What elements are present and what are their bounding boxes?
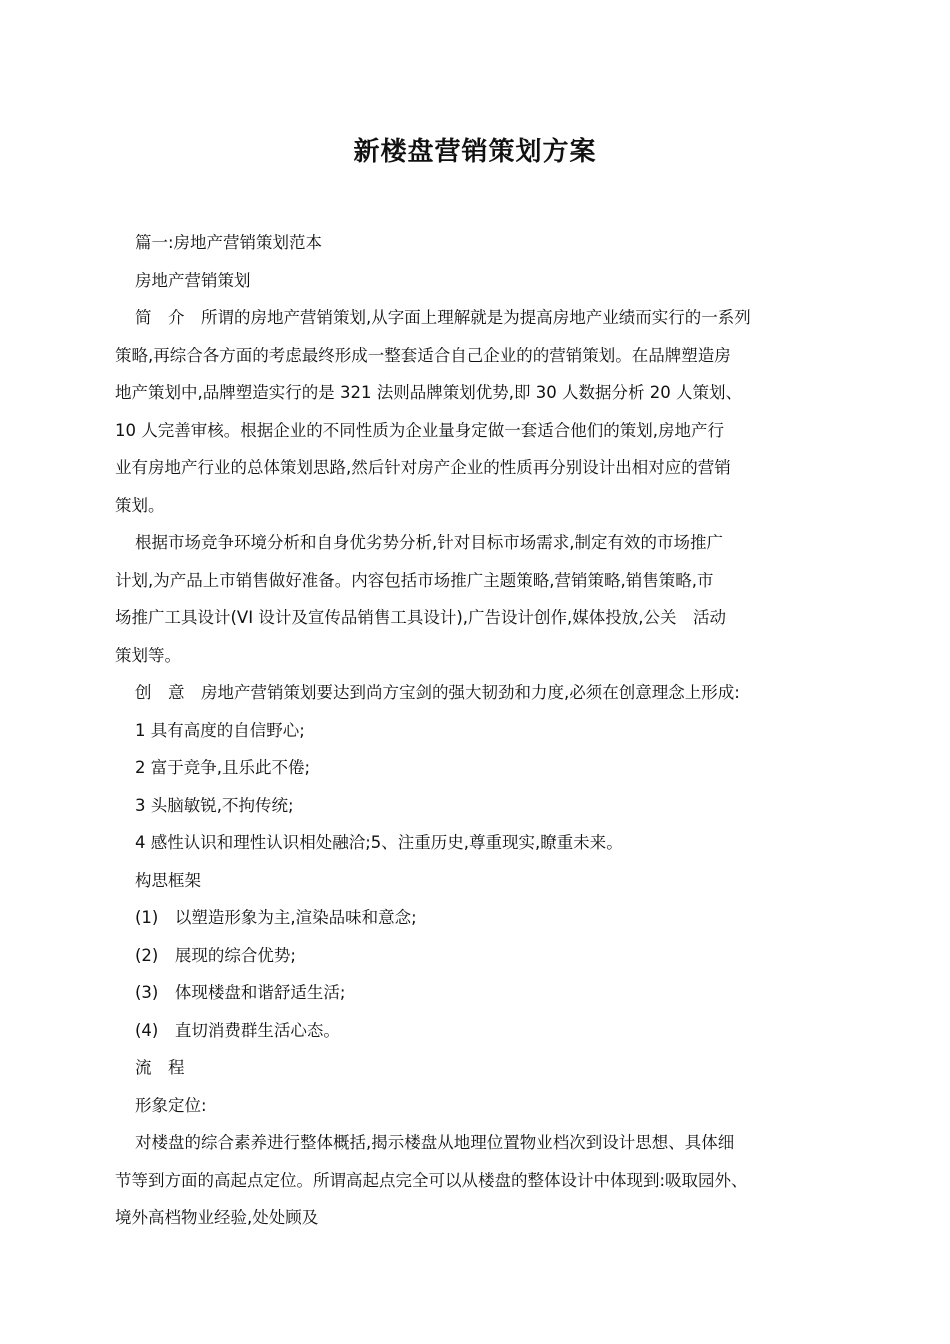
text-line: 2 富于竞争,且乐此不倦;: [135, 758, 311, 777]
text-line: 业有房地产行业的总体策划思路,然后针对房产企业的性质再分别设计出相对应的营销: [115, 458, 731, 477]
text-line: 4 感性认识和理性认识相处融洽;5、注重历史,尊重现实,瞭重未来。: [135, 833, 623, 852]
text-line: 境外高档物业经验,处处顾及: [115, 1208, 319, 1227]
text-line: 计划,为产品上市销售做好准备。内容包括市场推广主题策略,营销策略,销售策略,市: [115, 570, 714, 590]
text-line: 构思框架: [135, 870, 201, 890]
text-line: 场推广工具设计(VI 设计及宣传品销售工具设计),广告设计创作,媒体投放,公关 活动: [115, 608, 727, 627]
text-line: 3 头脑敏锐,不拘传统;: [135, 795, 294, 815]
text-line: 节等到方面的高起点定位。所谓高起点完全可以从楼盘的整体设计中体现到:吸取园外、: [115, 1170, 748, 1190]
text-line: 形象定位:: [135, 1095, 207, 1115]
text-line: 创 意 房地产营销策划要达到尚方宝剑的强大韧劲和力度,必须在创意理念上形成:: [135, 683, 740, 702]
text-line: 策划等。: [115, 645, 181, 665]
text-line: 简 介 所谓的房地产营销策划,从字面上理解就是为提高房地产业绩而实行的一系列: [135, 308, 751, 327]
document-title: 新楼盘营销策划方案: [353, 137, 597, 167]
text-line: 流 程: [135, 1058, 185, 1077]
text-line: 地产策划中,品牌塑造实行的是 321 法则品牌策划优势,即 30 人数据分析 20 人策划、: [115, 383, 742, 402]
text-line: 房地产营销策划: [135, 270, 251, 290]
text-line: 策划。: [115, 495, 165, 515]
text-line: 10 人完善审核。根据企业的不同性质为企业量身定做一套适合他们的策划,房地产行: [115, 420, 724, 440]
document-body: [115, 224, 845, 1237]
text-line: 根据市场竞争环境分析和自身优劣势分析,针对目标市场需求,制定有效的市场推广: [135, 533, 723, 552]
text-line: 策略,再综合各方面的考虑最终形成一整套适合自己企业的的营销策划。在品牌塑造房: [115, 345, 731, 365]
text-line: (2) 展现的综合优势;: [135, 945, 296, 965]
text-line: (1) 以塑造形象为主,渲染品味和意念;: [135, 908, 417, 927]
text-line: 对楼盘的综合素养进行整体概括,揭示楼盘从地理位置物业档次到设计思想、具体细: [135, 1133, 735, 1152]
text-line: (4) 直切消费群生活心态。: [135, 1020, 340, 1040]
text-line: 1 具有高度的自信野心;: [135, 720, 305, 740]
text-line: 篇一:房地产营销策划范本: [135, 233, 323, 252]
text-line: (3) 体现楼盘和谐舒适生活;: [135, 983, 346, 1002]
